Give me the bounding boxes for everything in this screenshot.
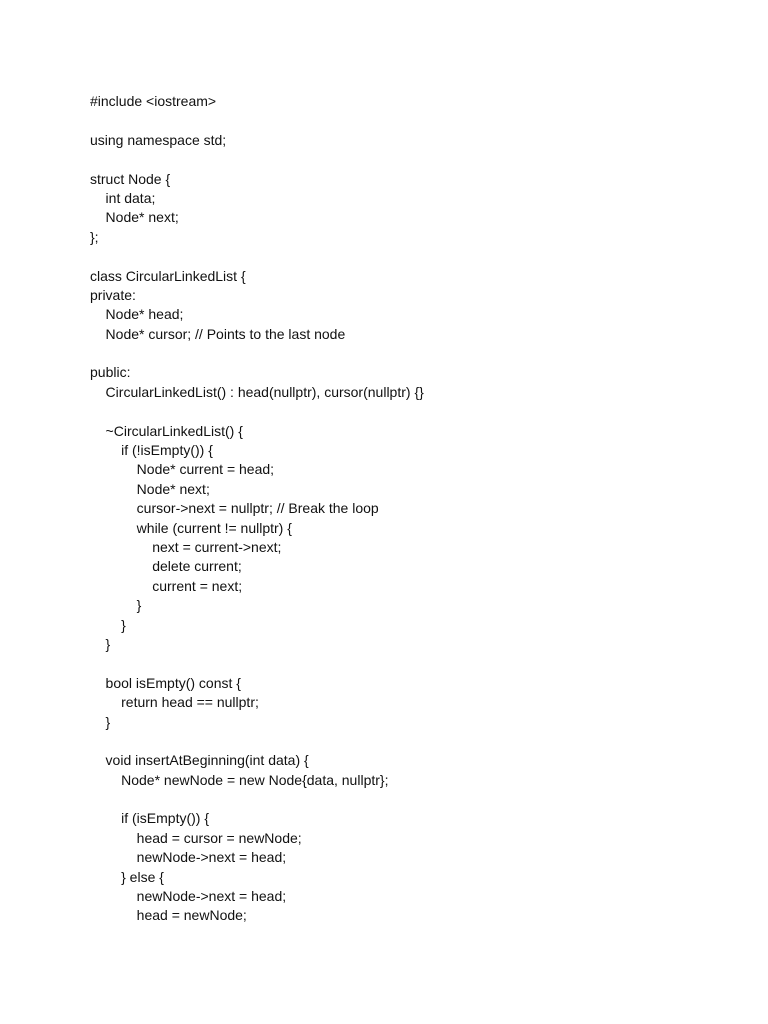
code-line: Node* next; [90, 209, 179, 226]
code-line: newNode->next = head; [90, 888, 287, 905]
code-line: delete current; [90, 558, 242, 575]
code-line: cursor->next = nullptr; // Break the loop [90, 500, 379, 517]
code-line [90, 344, 730, 363]
code-line: if (isEmpty()) { [90, 810, 210, 827]
code-line: } [90, 597, 142, 614]
code-line [90, 111, 730, 130]
code-line [90, 247, 730, 266]
code-line: bool isEmpty() const { [90, 674, 241, 691]
code-line [90, 150, 730, 169]
code-line: using namespace std; [90, 131, 227, 148]
code-line: CircularLinkedList() : head(nullptr), cursor(nullptr) {} [90, 383, 424, 400]
code-line: Node* head; [90, 306, 184, 323]
code-line [90, 654, 730, 673]
code-line: head = cursor = newNode; [90, 829, 302, 846]
code-line: #include <iostream> [90, 93, 217, 109]
code-line: } [90, 616, 126, 633]
code-line: head = newNode; [90, 907, 247, 924]
code-listing [90, 92, 730, 926]
code-line: if (!isEmpty()) { [90, 442, 213, 459]
code-line: int data; [90, 189, 156, 206]
code-line: next = current->next; [90, 538, 282, 555]
code-line [90, 790, 730, 809]
code-line [90, 402, 730, 421]
code-line: Node* cursor; // Points to the last node [90, 325, 346, 342]
code-line: Node* newNode = new Node{data, nullptr}; [90, 771, 389, 788]
code-line: ~CircularLinkedList() { [90, 422, 243, 439]
code-line: } else { [90, 868, 164, 885]
code-line: newNode->next = head; [90, 849, 287, 866]
code-line [90, 732, 730, 751]
code-line: } [90, 713, 111, 730]
code-line: public: [90, 364, 131, 381]
code-line: void insertAtBeginning(int data) { [90, 752, 309, 769]
code-line: Node* current = head; [90, 461, 275, 478]
code-line: current = next; [90, 577, 243, 594]
code-line: } [90, 635, 111, 652]
code-line: class CircularLinkedList { [90, 267, 246, 284]
code-line: }; [90, 228, 99, 245]
code-line: Node* next; [90, 480, 210, 497]
code-line: private: [90, 286, 136, 303]
code-line: return head == nullptr; [90, 694, 259, 711]
code-line: while (current != nullptr) { [90, 519, 292, 536]
code-line: struct Node { [90, 170, 171, 187]
